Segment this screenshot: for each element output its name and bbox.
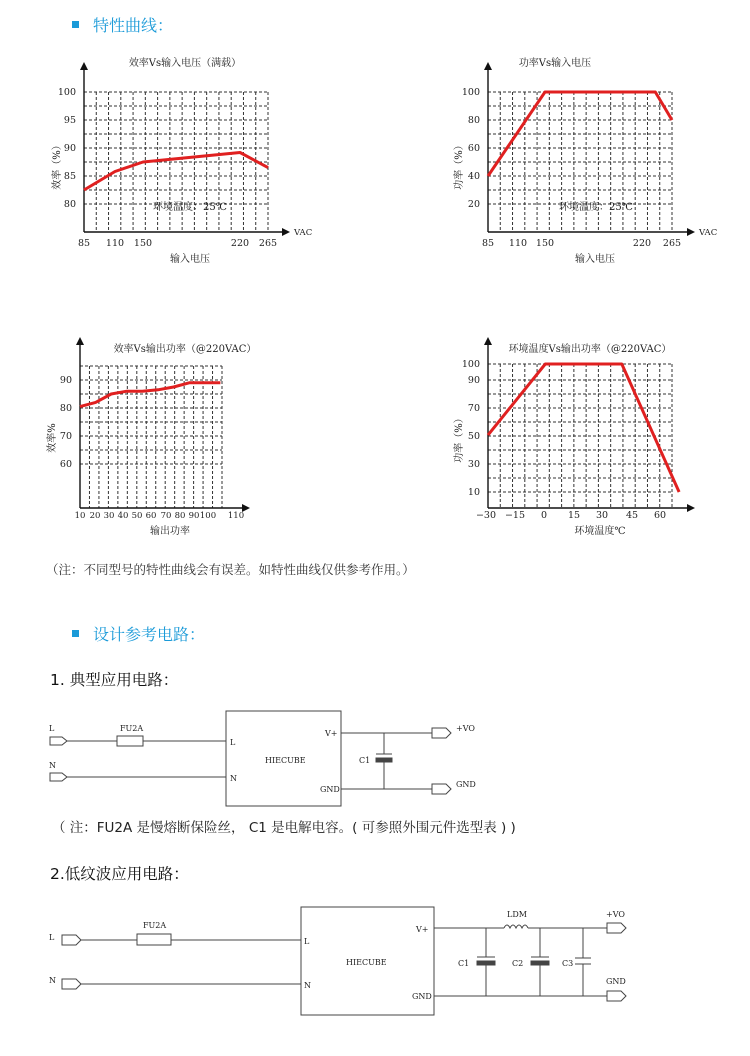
y-axis-arrow-icon [76, 337, 84, 345]
x-tick-label: 100 [199, 511, 217, 521]
fuse-icon [137, 934, 171, 945]
y-axis-arrow-icon [484, 62, 492, 70]
input-n-label: N [49, 761, 56, 770]
output-gnd-label: GND [456, 780, 476, 789]
y-tick-label: 90 [467, 375, 480, 386]
terminal-vo-icon [432, 728, 451, 738]
cap-c3-label: C3 [562, 959, 574, 968]
chart-title: 效率Vs输出功率（@220VAC） [113, 344, 257, 355]
y-tick-label: 90 [63, 143, 76, 154]
x-tick-label: 150 [535, 238, 555, 249]
y-tick-label: 85 [63, 171, 76, 182]
data-series-line [80, 383, 220, 407]
x-tick-label: 0 [540, 510, 548, 521]
y-tick-label: 100 [461, 359, 480, 370]
terminal-n-icon [50, 773, 67, 781]
inductor-icon [504, 925, 528, 928]
module-box [301, 907, 434, 1015]
typical-circuit-title: 1. 典型应用电路： [50, 671, 179, 689]
y-axis-label: 功率（%） [454, 413, 465, 463]
x-axis-arrow-icon [687, 228, 695, 236]
x-tick-label: 220 [230, 238, 250, 249]
inductor-ldm-label: LDM [507, 910, 527, 919]
x-tick-label: 150 [133, 238, 153, 249]
section-title-text: 设计参考电路： [93, 625, 206, 644]
pin-vplus-label: V+ [416, 925, 429, 934]
pin-gnd-label: GND [412, 992, 432, 1001]
output-gnd-label: GND [606, 977, 626, 986]
x-axis-arrow-icon [687, 504, 695, 512]
x-tick-label: 45 [625, 510, 639, 521]
input-l-label: L [49, 724, 55, 733]
chart-annotation: 环境温度：25℃ [559, 202, 633, 213]
y-tick-label: 60 [59, 459, 72, 470]
x-tick-label: −30 [475, 510, 497, 521]
x-unit-label: VAC [294, 228, 313, 238]
y-axis-label: 效率（%） [52, 140, 63, 190]
x-tick-label: 80 [174, 511, 186, 521]
cap-c1-label: C1 [458, 959, 470, 968]
y-tick-label: 70 [59, 431, 72, 442]
y-tick-label: 10 [467, 487, 480, 498]
terminal-gnd-icon [607, 991, 626, 1001]
module-label: HIECUBE [346, 958, 387, 967]
y-tick-label: 70 [467, 403, 480, 414]
chart-title: 环境温度Vs输出功率（@220VAC） [508, 344, 672, 355]
x-tick-label: 30 [595, 510, 609, 521]
x-axis-label: 输出功率 [150, 526, 190, 537]
y-axis-label: 效率% [47, 423, 58, 453]
terminal-vo-icon [607, 923, 626, 933]
x-axis-label: 环境温度℃ [574, 526, 626, 537]
x-tick-label: 265 [258, 238, 278, 249]
y-tick-label: 80 [63, 199, 76, 210]
terminal-n-icon [62, 979, 81, 989]
typical-circuit-note: （ 注：FU2A 是慢熔断保险丝， C1 是电解电容。( 可参照外围元件选型表 ) ) [52, 820, 516, 836]
y-axis-arrow-icon [484, 337, 492, 345]
x-tick-label: 10 [74, 511, 86, 521]
data-series-line [488, 364, 679, 492]
input-l-label: L [49, 933, 55, 942]
x-tick-label: 60 [145, 511, 157, 521]
x-axis-label: 输入电压 [575, 254, 615, 265]
pin-n-label: N [304, 981, 311, 990]
y-tick-label: 80 [467, 115, 480, 126]
pin-l-label: L [304, 937, 310, 946]
y-tick-label: 100 [461, 87, 480, 98]
fuse-label: FU2A [120, 724, 144, 733]
x-tick-label: 15 [567, 510, 581, 521]
x-tick-label: 220 [632, 238, 652, 249]
x-axis-label: 输入电压 [170, 254, 210, 265]
y-tick-label: 95 [63, 115, 76, 126]
module-box [226, 711, 341, 806]
output-vo-label: +VO [606, 910, 625, 919]
x-tick-label: 50 [131, 511, 143, 521]
pin-vplus-label: V+ [325, 729, 338, 738]
x-tick-label: 20 [89, 511, 101, 521]
y-axis-label: 功率（%） [454, 140, 465, 190]
low-ripple-circuit-title: 2.低纹波应用电路： [50, 865, 189, 883]
y-tick-label: 40 [467, 171, 480, 182]
cap-c2-label: C2 [512, 959, 524, 968]
module-label: HIECUBE [265, 756, 306, 765]
pin-l-label: L [230, 738, 236, 747]
terminal-gnd-icon [432, 784, 451, 794]
x-tick-label: −15 [504, 510, 526, 521]
terminal-l-icon [50, 737, 67, 745]
data-series-line [84, 153, 268, 191]
terminal-l-icon [62, 935, 81, 945]
y-tick-label: 100 [57, 87, 76, 98]
y-tick-label: 90 [59, 375, 72, 386]
x-unit-label: VAC [699, 228, 718, 238]
x-tick-label: 110 [105, 238, 125, 249]
section-title-circuits [72, 622, 205, 645]
fuse-label: FU2A [143, 921, 167, 930]
y-tick-label: 30 [467, 459, 480, 470]
x-tick-label: 85 [77, 238, 91, 249]
x-tick-label: 110 [508, 238, 528, 249]
y-tick-label: 20 [467, 199, 480, 210]
pin-n-label: N [230, 774, 237, 783]
x-tick-label: 90 [188, 511, 200, 521]
output-vo-label: +VO [456, 724, 475, 733]
chart-annotation: 环境温度：25℃ [153, 202, 227, 213]
x-axis-arrow-icon [282, 228, 290, 236]
cap-c1-label: C1 [359, 756, 371, 765]
x-tick-label: 60 [653, 510, 667, 521]
y-tick-label: 80 [59, 403, 72, 414]
x-tick-label: 40 [117, 511, 129, 521]
x-tick-label: 110 [227, 511, 245, 521]
x-tick-label: 85 [481, 238, 495, 249]
y-tick-label: 50 [467, 431, 480, 442]
x-tick-label: 70 [160, 511, 172, 521]
input-n-label: N [49, 976, 56, 985]
fuse-icon [117, 736, 143, 746]
y-tick-label: 60 [467, 143, 480, 154]
bullet-square-icon [72, 630, 79, 637]
pin-gnd-label: GND [320, 785, 340, 794]
x-tick-label: 30 [103, 511, 115, 521]
x-tick-label: 265 [662, 238, 682, 249]
y-axis-arrow-icon [80, 62, 88, 70]
chart-title: 效率Vs输入电压（满载） [128, 58, 242, 69]
section-title-text: 特性曲线： [93, 16, 174, 35]
curves-note: （注：不同型号的特性曲线会有误差。如特性曲线仅供参考作用。） [46, 562, 415, 577]
chart-title: 功率Vs输入电压 [518, 58, 592, 69]
